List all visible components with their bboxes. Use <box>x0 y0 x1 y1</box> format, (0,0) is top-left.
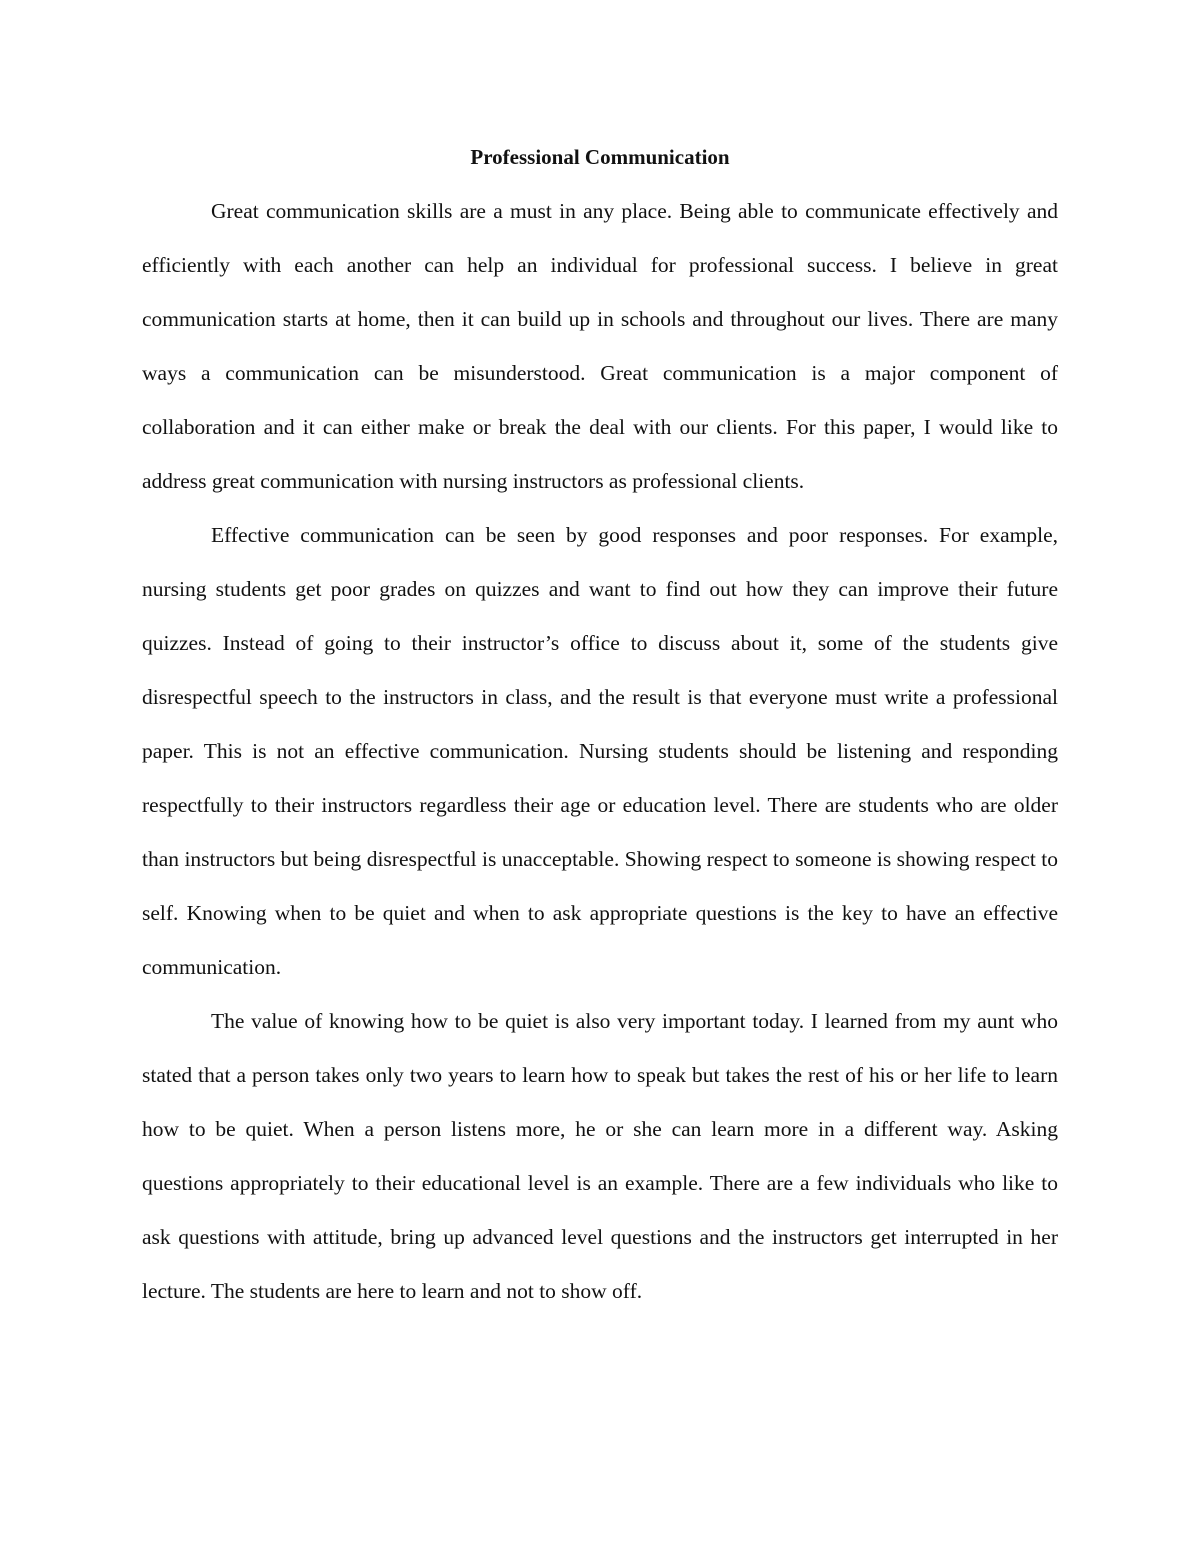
document-body <box>142 130 1058 1318</box>
paragraph-1: Great communication skills are a must in any place. Being able to communicate effectively and efficiently with each another can help an individual for professional success. I believe in great communication starts at home, then it can build up in schools and throughout our lives. There are many ways a communication can be misunderstood. Great communication is a major component of collaboration and it can either make or break the deal with our clients. For this paper, I would like to address great communication with nursing instructors as professional clients. <box>142 199 1058 493</box>
document-title: Professional Communication <box>470 145 730 169</box>
paragraph-3: The value of knowing how to be quiet is also very important today. I learned from my aunt who stated that a person takes only two years to learn how to speak but takes the rest of his or her life to learn how to be quiet. When a person listens more, he or she can learn more in a different way. Asking questions appropriately to their educational level is an example. There are a few individuals who like to ask questions with attitude, bring up advanced level questions and the instructors get interrupted in her lecture. The students are here to learn and not to show off. <box>142 1009 1058 1303</box>
paragraph-2: Effective communication can be seen by good responses and poor responses. For example, nursing students get poor grades on quizzes and want to find out how they can improve their future quizzes. Instead of going to their instructor’s office to discuss about it, some of the students give disrespectful speech to the instructors in class, and the result is that everyone must write a professional paper. This is not an effective communication. Nursing students should be listening and responding respectfully to their instructors regardless their age or education level. There are students who are older than instructors but being disrespectful is unacceptable. Showing respect to someone is showing respect to self. Knowing when to be quiet and when to ask appropriate questions is the key to have an effective communication. <box>142 523 1058 979</box>
